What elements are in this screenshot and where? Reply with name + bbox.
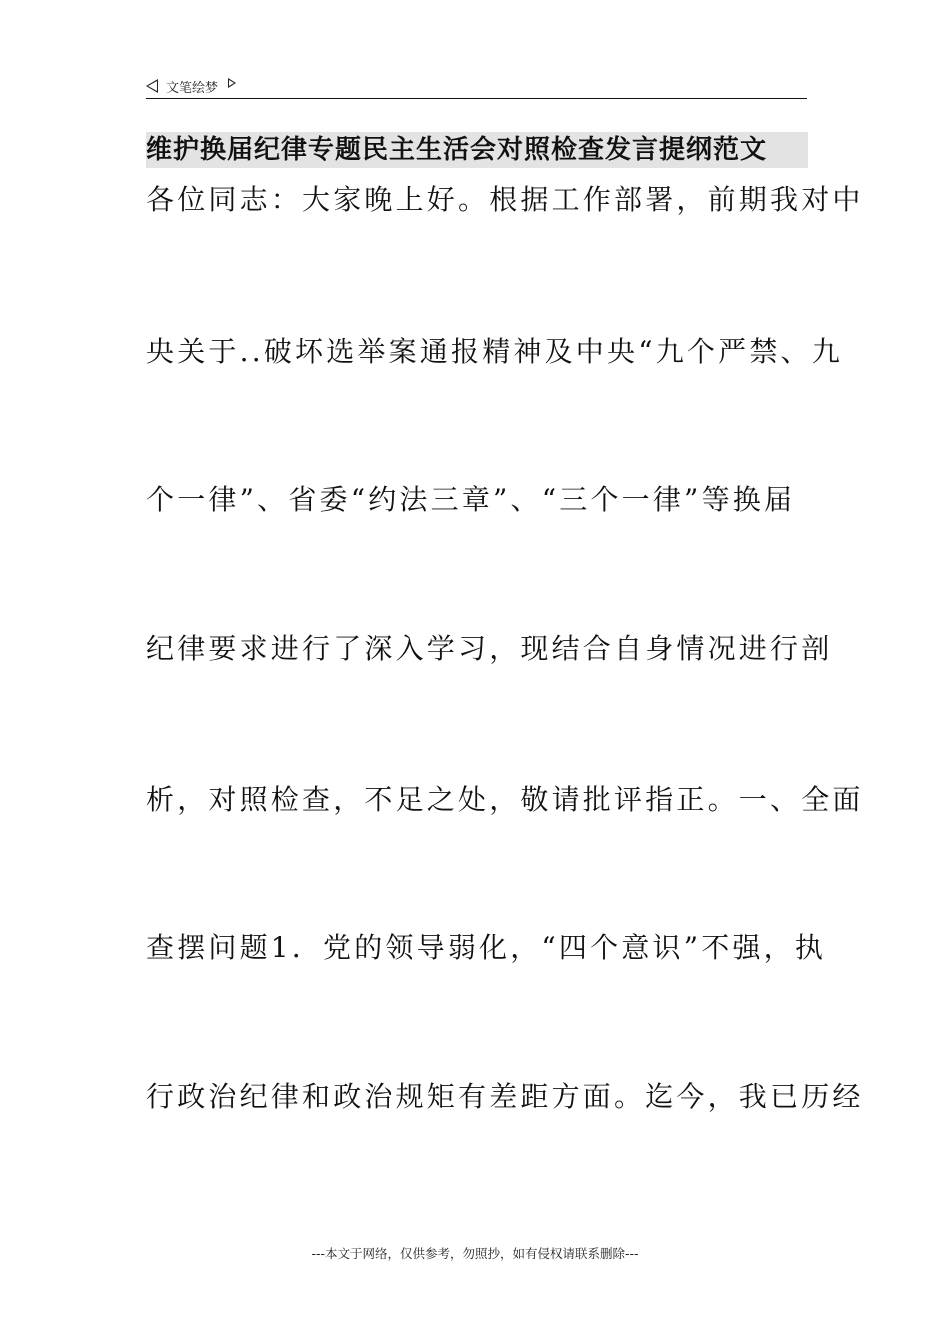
document-title: 维护换届纪律专题民主生活会对照检查发言提纲范文: [146, 132, 808, 168]
body-line-4: 纪律要求进行了深入学习，现结合自身情况进行剖: [146, 632, 833, 665]
body-line-1: 各位同志：大家晚上好。根据工作部署，前期我对中: [146, 183, 864, 216]
body-line-6: 查摆问题1．党的领导弱化，“四个意识”不强，执: [146, 931, 827, 964]
page-header: [146, 74, 806, 98]
body-line-7: 行政治纪律和政治规矩有差距方面。迄今，我已历经: [146, 1080, 864, 1113]
triangle-left-icon: [146, 79, 158, 93]
body-line-3: 个一律”、省委“约法三章”、“三个一律”等换届: [146, 483, 796, 516]
footer-notice: ---本文于网络，仅供参考，勿照抄，如有侵权请联系删除---: [311, 1246, 639, 1261]
body-line-5: 析，对照检查，不足之处，敬请批评指正。一、全面: [146, 783, 864, 816]
body-line-2: 央关于..破坏选举案通报精神及中央“九个严禁、九: [146, 335, 843, 368]
header-brand: 文笔绘梦: [166, 80, 219, 96]
header-divider: [146, 98, 807, 99]
triangle-right-icon: [228, 78, 236, 88]
